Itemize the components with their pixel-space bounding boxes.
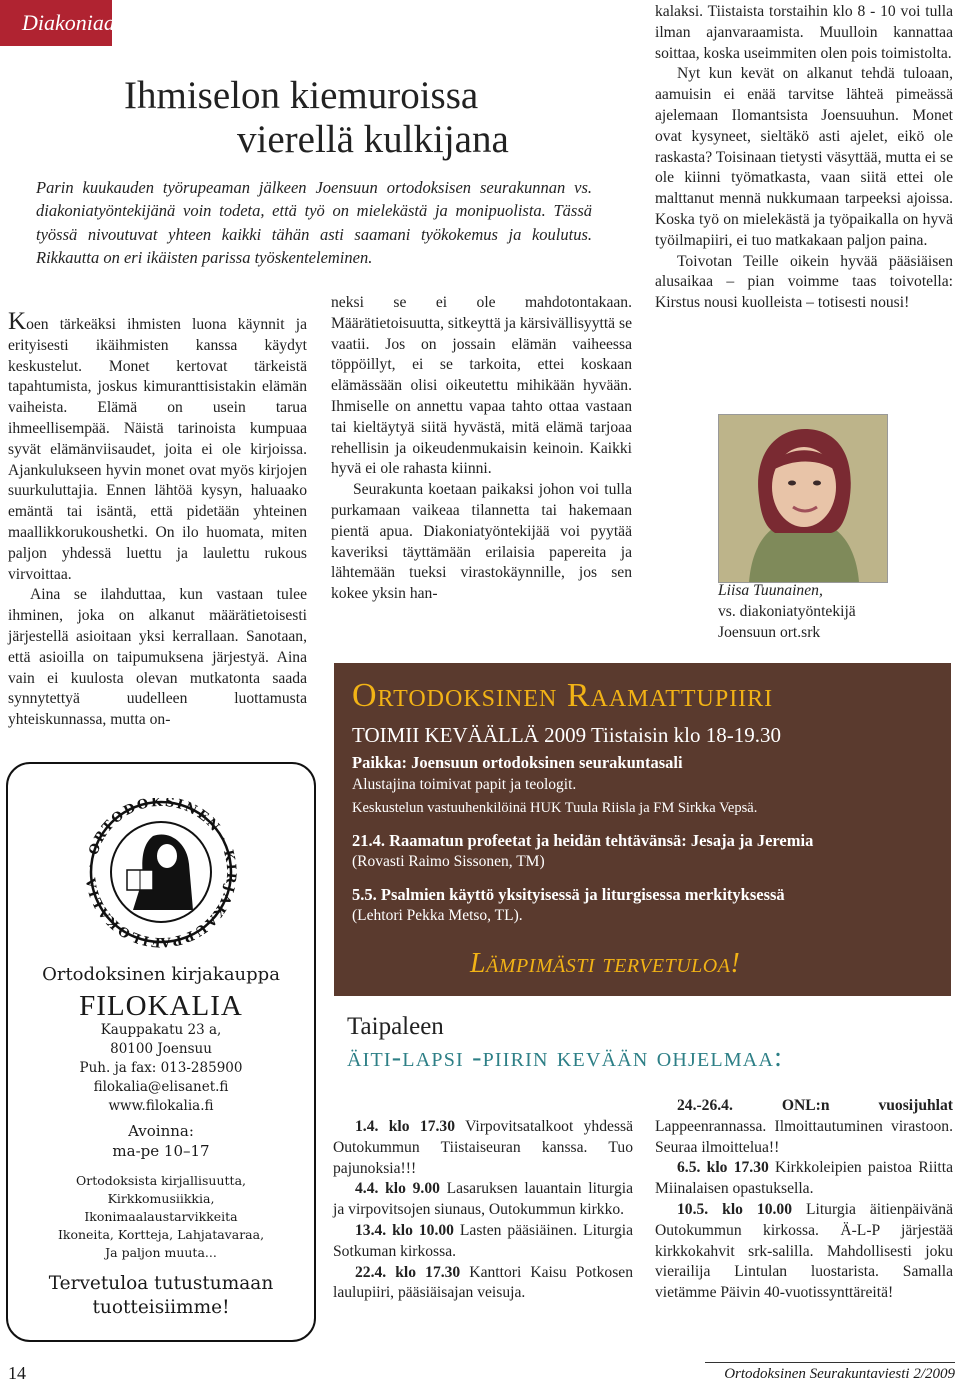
shop-brand: FILOKALIA — [79, 990, 243, 1022]
event-item: 13.4. klo 10.00 Lasten pääsiäinen. Liturgia Sotkuman kirkossa. — [333, 1221, 634, 1260]
svg-text:FILOKALIA · ORTODOKSINEN · KIR: FILOKALIA · ORTODOKSINEN · KIRJAKAUPPA — [83, 798, 239, 948]
event-item: 1.4. klo 17.30 Virpovitsatalkoot yhdessä Outokummun Tiistaiseuran kanssa. Tuo pajunoksia!!! — [333, 1118, 634, 1177]
bible-study-place: Paikka: Joensuun ortodoksinen seurakuntasali — [352, 753, 683, 772]
event-item: 22.4. klo 17.30 Kanttori Kaisu Potkosen laulupiiri, pääsiäisajan veisuja. — [333, 1263, 633, 1302]
article-paragraph: Koen tärkeäksi ihmisten luona käynnit ja erityisesti ikäihmisten kanssa käydyt keskustelut. Monet kertovat tärkeistä tapahtumista, joskus kimuranttisistakin elämän vaiheista. Elämä on usein tarua ihmeellisempää. Näistä tarinoista kumpuaa syvät elämänviisaudet, joita ei ole kirjoissa. Ajankulukseen hyvin monet ovat myös kirjojen suurkuluttajia. Ennen lähtöä kysyn, haluaako emäntä tai isäntä, että pidetään yhteinen maallikkorukoushetki. On ilo huomata, miten paljon yhdessä luettu ja laulettu rukous virvoittaa. — [8, 308, 307, 583]
shop-product-line: Ikoneita, Kortteja, Lahjatavaraa, — [57, 1227, 265, 1242]
session-2-speaker: (Lehtori Pekka Metso, TL). — [352, 907, 523, 924]
shop-hours-value: ma-pe 10–17 — [112, 1142, 210, 1160]
bible-study-title: Ortodoksinen Raamattupiiri — [352, 677, 774, 714]
shop-email: filokalia@elisanet.fi — [93, 1079, 229, 1095]
shop-web: www.filokalia.fi — [108, 1098, 214, 1114]
article-paragraph: Seurakunta koetaan paikaksi johon voi tulla purkamaan vaikeaa tilannetta tai hakemaan pientä apua. Diakoniatyöntekijää voi pyytää kaveriksi täyttämään erilaisia papereita ja lähtemään tueksi virastokäynnille, jos sen kokee yksin han- — [331, 481, 632, 603]
shop-postal: 80100 Joensuu — [110, 1041, 212, 1057]
session-2-title: 5.5. Psalmien käyttö yksityisessä ja liturgisessa merkityksessä — [352, 885, 785, 904]
page-number: 14 — [8, 1363, 26, 1383]
footer-rule — [705, 1362, 955, 1363]
shop-product-line: Kirkkomusiikkia, — [107, 1191, 215, 1206]
event-item: 4.4. klo 9.00 Lasaruksen lauantain liturgia ja virpovitsojen siunaus, Outokummun kirkko. — [333, 1180, 633, 1219]
article-column-3 — [655, 2, 953, 314]
session-1-title: 21.4. Raamatun profeetat ja heidän tehtävänsä: Jesaja ja Jeremia — [352, 831, 814, 850]
shop-name: Ortodoksinen kirjakauppa — [42, 964, 280, 985]
event-item: 6.5. klo 17.30 Kirkkoleipien paistoa Riitta Miinalaisen opastuksella. — [655, 1159, 953, 1198]
shop-hours — [8, 1121, 314, 1161]
bible-study-contacts: Keskustelun vastuuhenkilöinä HUK Tuula Riisla ja FM Sirkka Vepsä. — [352, 800, 758, 816]
footer-publication: Ortodoksinen Seurakuntaviesti 2/2009 — [724, 1366, 955, 1382]
event-item: 10.5. klo 10.00 Liturgia äitienpäivänä Outokummun kirkossa. Ä-L-P järjestää kirkkokahvit srk-salilla. Mahdollisesti joku vierailija Lintulan luostarista. Samalla vietämme Päivin 40-vuotissynttäreitä! — [655, 1200, 953, 1302]
shop-street: Kauppakatu 23 a, — [100, 1022, 222, 1038]
events-column-1 — [333, 1117, 633, 1304]
drop-cap: K — [8, 308, 27, 335]
filokalia-seal-icon — [63, 798, 259, 948]
shop-welcome: Tervetuloa tutustumaan tuotteisiimme! — [48, 1273, 274, 1318]
shop-product-line: Ikonimaalaustarvikkeita — [84, 1209, 238, 1224]
shop-products — [8, 1172, 314, 1262]
bible-study-intro: Alustajina toimivat papit ja teologit. — [352, 776, 577, 793]
bible-study-welcome: Lämpimästi tervetuloa! — [470, 948, 741, 979]
article-paragraph: Nyt kun kevät on alkanut tehdä tuloaan, aamuisin ei enää tarvitse lähteä pimeässä ajelemaan Ilomantsista Joensuuhun. Monet ovat kysyneet, sieltäkö asti ajelet, eikö ole raskasta? Toisinaan tietysti väsyttää, mutta ei se ole kiinni työmatkasta, vaan siitä ettei ole malttanut mennä nukkumaan tarpeeksi ajoissa. Koska työ on mielekästä ja työpaikalla on hyvä työilmapiiri, ei tuo matkakaan paljon paina. — [655, 65, 953, 249]
shop-contact — [8, 1021, 314, 1116]
lead-paragraph: Parin kuukauden työrupeaman jälkeen Joensuun ortodoksisen seurakunnan vs. diakoniatyöntekijänä voin todeta, että työ on mielekästä ja monipuolista. Tässä työssä nivoutuvat yhteen kaikki tähän asti saamani työkokemus ja koulutus. Rikkautta on eri ikäisten parissa työskenteleminen. — [36, 178, 592, 268]
author-role: vs. diakoniatyöntekijä — [718, 602, 856, 620]
group-heading-small: Taipaleen — [347, 1013, 444, 1040]
article-paragraph: Aina se ilahduttaa, kun vastaan tulee ihminen, joka on alkanut määrätietoisesti järjestellä asioitaan yksi kerrallaan. Sanotaan, että asioilla on taipumuksena järjestyä. Aina vain ei kuulosta olevan mutkatonta saada synnytettyä uudelleen luottamusta yhteiskunnassa, mutta on- — [8, 586, 307, 729]
section-banner: Diakoniaa — [0, 0, 112, 46]
headline-line-1: Ihmiselon kiemuroissa — [124, 74, 479, 117]
shop-product-line: Ortodoksista kirjallisuutta, — [75, 1173, 246, 1188]
author-org: Joensuun ort.srk — [718, 623, 821, 641]
group-heading: äiti-lapsi -piirin kevään ohjelmaa: — [347, 1042, 784, 1073]
shop-product-line: Ja paljon muuta... — [105, 1245, 217, 1260]
author-name: Liisa Tuunainen, — [718, 582, 823, 599]
events-column-2 — [655, 1096, 953, 1304]
article-column-1 — [8, 308, 307, 731]
bookshop-ad — [6, 762, 316, 1342]
article-column-2 — [331, 293, 632, 605]
article-paragraph: neksi se ei ole mahdotontakaan. Määrätietoisuutta, sitkeyttä ja kärsivällisyyttä se vaatii. Jos on jossain elämän vaiheessa töppöillyt, ei se tarkoita, ettei koskaan elämässään olisi oikeutettu mihikään hyvään. Ihmiselle on annettu vapaa tahto ottaa vastaan tai kieltäytyä siitä hyvästä, mitä elämä tarjoaa rehellisin ja oikeudenmukaisin keinoin. Kaikki hyvä ei ole rahasta kiinni. — [331, 294, 632, 478]
article-paragraph: kalaksi. Tiistaista torstaihin klo 8 - 10 voi tulla ilman ajanvaraamista. Muulloin kannattaa soittaa, koska useimmiten olen pois toimistolta. — [655, 3, 953, 62]
shop-phone: Puh. ja fax: 013-285900 — [79, 1060, 243, 1076]
author-caption — [718, 581, 938, 643]
author-photo — [718, 414, 888, 583]
session-1-speaker: (Rovasti Raimo Sissonen, TM) — [352, 853, 545, 870]
bible-study-subtitle: TOIMII KEVÄÄLLÄ 2009 Tiistaisin klo 18-19.30 — [352, 723, 781, 747]
event-item: 24.-26.4. ONL:n vuosijuhlat Lappeenrannassa. Ilmoittautuminen virastoon. Seuraa ilmoittelua!! — [655, 1097, 953, 1156]
shop-hours-label: Avoinna: — [128, 1122, 194, 1140]
headline-line-2: vierellä kulkijana — [237, 118, 509, 161]
article-paragraph: Toivotan Teille oikein hyvää pääsiäisen alusaikaa – pian voimme taas toivotella: Kirstus nousi kuolleista – totisesti nousi! — [655, 252, 953, 312]
bible-study-box — [334, 663, 951, 996]
